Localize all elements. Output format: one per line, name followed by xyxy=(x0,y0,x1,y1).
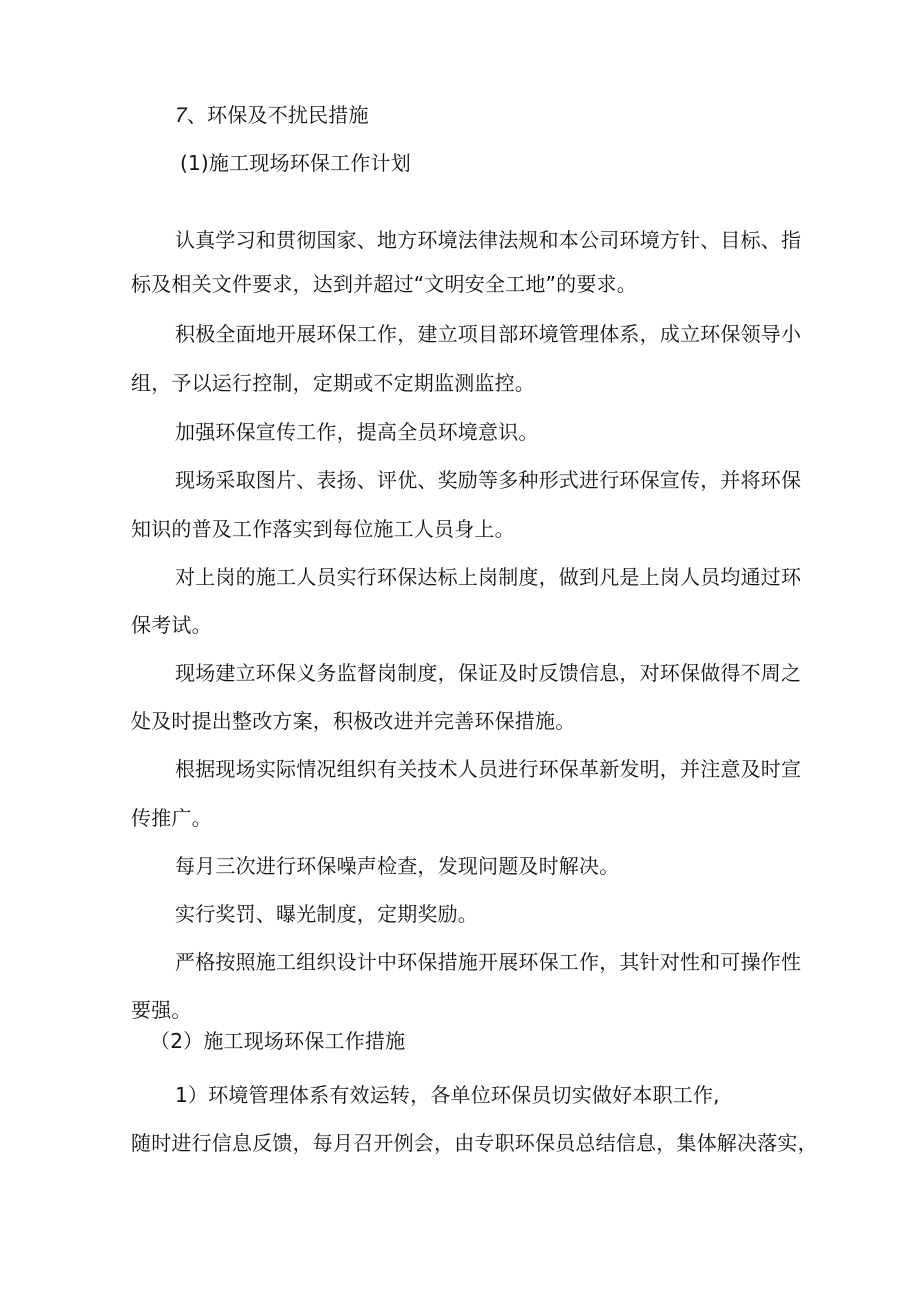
paragraph-line: 现场建立环保义务监督岗制度，保证及时反馈信息，对环保做得不周之 xyxy=(175,661,802,685)
paragraph-line: 积极全面地开展环保工作，建立项目部环境管理体系，成立环保领导小 xyxy=(175,322,802,346)
paragraph-line: 随时进行信息反馈，每月召开例会，由专职环保员总结信息，集体解决落实， xyxy=(131,1131,818,1155)
paragraph-line: 严格按照施工组织设计中环保措施开展环保工作，其针对性和可操作性 xyxy=(175,950,802,974)
paragraph-line: 根据现场实际情况组织有关技术人员进行环保革新发明，并注意及时宣 xyxy=(175,757,802,781)
paragraph-line: 每月三次进行环保噪声检查，发现问题及时解决。 xyxy=(175,854,620,878)
paragraph-line: 现场采取图片、表扬、评优、奖励等多种形式进行环保宣传，并将环保 xyxy=(175,468,802,492)
subheading-plan: (1)施工现场环保工作计划 xyxy=(180,151,411,175)
paragraph-line: 组，予以运行控制，定期或不定期监测监控。 xyxy=(131,371,535,395)
paragraph-line: 加强环保宣传工作，提高全员环境意识。 xyxy=(175,420,539,444)
paragraph-line: 处及时提出整改方案，积极改进并完善环保措施。 xyxy=(131,709,576,733)
paragraph-line: 要强。 xyxy=(131,998,192,1022)
section-heading-number: 7 xyxy=(175,104,187,127)
paragraph-line: 传推广。 xyxy=(131,806,212,830)
paragraph-line: 认真学习和贯彻国家、地方环境法律法规和本公司环境方针、目标、指 xyxy=(175,228,802,252)
paragraph-line: 对上岗的施工人员实行环保达标上岗制度，做到凡是上岗人员均通过环 xyxy=(175,565,802,589)
paragraph-line: 保考试。 xyxy=(131,613,212,637)
section-heading xyxy=(175,103,369,128)
subheading-measures: （2）施工现场环保工作措施 xyxy=(150,1029,406,1053)
paragraph-line: 标及相关文件要求，达到并超过“文明安全工地”的要求。 xyxy=(131,272,637,296)
paragraph-line: 实行奖罚、曝光制度，定期奖励。 xyxy=(175,902,478,926)
paragraph-line: 知识的普及工作落实到每位施工人员身上。 xyxy=(131,517,515,541)
paragraph-line: 1）环境管理体系有效运转，各单位环保员切实做好本职工作, xyxy=(175,1083,720,1107)
section-heading-text: 、环保及不扰民措施 xyxy=(186,103,369,127)
